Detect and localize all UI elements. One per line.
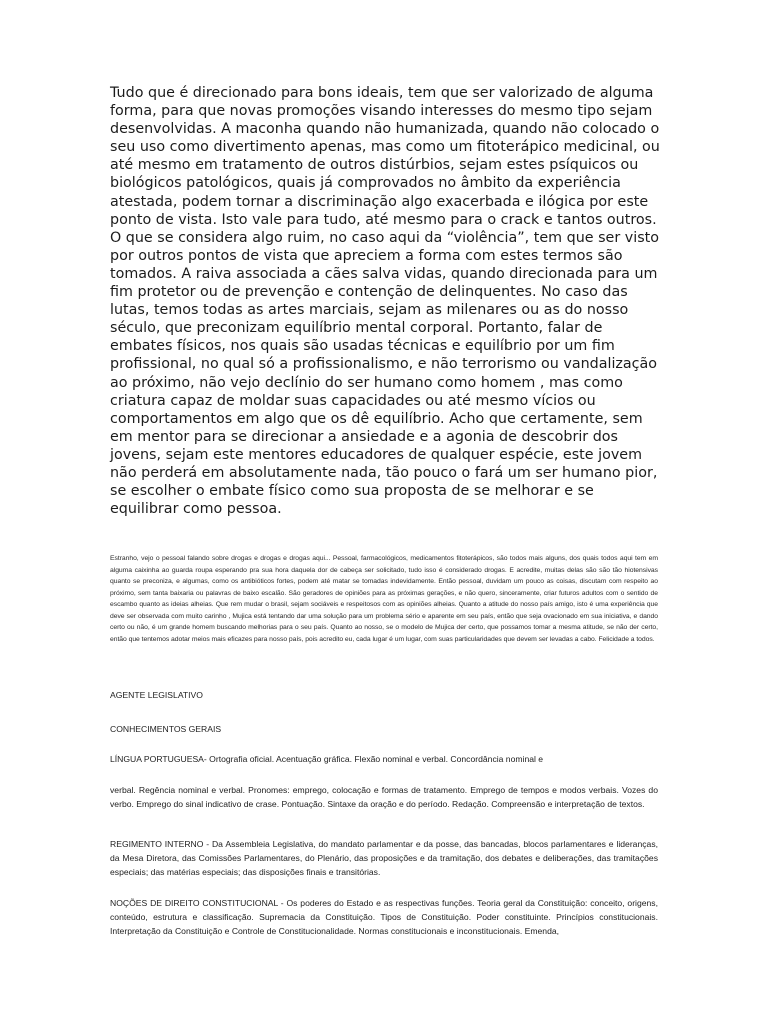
lingua-portuguesa-continuation: verbal. Regência nominal e verbal. Pronomes: emprego, colocação e formas de tratamento. Emprego de tempos e modos verbais. Vozes do verbo. Emprego do sinal indicativo de crase. Pontuação. Sintaxe da oração e do período. Redação. Compreensão e interpretação de textos.: [110, 785, 658, 809]
heading-agente-legislativo: AGENTE LEGISLATIVO: [110, 690, 203, 700]
regimento-interno-paragraph: REGIMENTO INTERNO - Da Assembleia Legislativa, do mandato parlamentar e da posse, das bancadas, blocos parlamentares e lideranças, da Mesa Diretora, das Comissões Parlamentares, do Plenário, das proposições e da tramitação, dos debates e deliberações, das tramitações especiais; das matérias especiais; das disposições finais e transitórias.: [110, 839, 658, 877]
heading-conhecimentos-gerais: CONHECIMENTOS GERAIS: [110, 724, 222, 734]
comment-paragraph: Estranho, vejo o pessoal falando sobre drogas e drogas e drogas aqui... Pessoal, farmacológicos, medicamentos fitoterápicos, são todos mais alguns, dos quais todos aqui tem em alguma caixinha ao guarda roupa esperando pra sua hora daquela dor de cabeça ser solicitado, tudo isso é considerado drogas. E acredite, muitas delas são são tão hiotensivas quanto se preconiza, e algumas, como os antibióticos fortes, podem até matar se tomadas indevidamente. Então pessoal, duvidam um pouco as coisas, discutam com respeito ao próximo, sem tanta baixaria ou palavras de baixo escalão. São geradores de opiniões para as próximas gerações, e não quero, sinceramente, criar futuros adultos com o sentido de escambo quanto as ideias alheias. Que rem mudar o brasil, sejam sociáveis e respeitosos com as opiniões alheias. Quanto a atitude do nosso país amigo, isto é uma experiência que deve ser observada com muito carinho , Mujica está tentando dar uma solução para um problema sério e aparente em seu país, então que seja ovacionado em sua iniciativa, e dando certo ou não, é um grande homem buscando melhorias para o seu país. Quanto ao nosso, se o modelo de Mujica der certo, que possamos tomar a mesma atitude, se não der certo, então que tentemos adotar meios mais eficazes para nosso país, pois acredito eu, cada lugar é um lugar, com suas particularidades que devem ser levadas a cabo. Felicidade a todos.: [110, 555, 658, 643]
nocoes-direito-constitucional-paragraph: NOÇÕES DE DIREITO CONSTITUCIONAL - Os poderes do Estado e as respectivas funções. Teoria geral da Constituição: conceito, origens, conteúdo, estrutura e classificação. Supremacia da Constituição. Tipos de Constituição. Poder constituinte. Princípios constitucionais. Interpretação da Constituição e Controle de Constitucionalidade. Normas constitucionais e inconstitucionais. Emenda,: [110, 898, 658, 936]
lingua-portuguesa-line1: LÍNGUA PORTUGUESA- Ortografia oficial. Acentuação gráfica. Flexão nominal e verbal. Concordância nominal e: [110, 754, 544, 764]
essay-paragraph: Tudo que é direcionado para bons ideais, tem que ser valorizado de alguma forma, para que novas promoções visando interesses do mesmo tipo sejam desenvolvidas. A maconha quando não humanizada, quando não colocado o seu uso como divertimento apenas, mas como um fitoterápico medicinal, ou até mesmo em tratamento de outros distúrbios, sejam estes psíquicos ou biológicos patológicos, quais já comprovados no âmbito da experiência atestada, podem tornar a discriminação algo exacerbada e ilógica por este ponto de vista. Isto vale para tudo, até mesmo para o crack e tantos outros. O que se considera algo ruim, no caso aqui da “violência”, tem que ser visto por outros pontos de vista que apreciem a forma com estes termos são tomados. A raiva associada a cães salva vidas, quando direcionada para um fim protetor ou de prevenção e contenção de delinquentes. No caso das lutas, temos todas as artes marciais, sejam as milenares ou as do nosso século, que preconizam equilíbrio mental corporal. Portanto, falar de embates físicos, nos quais são usadas técnicas e equilíbrio por um fim profissional, no qual só a profissionalismo, e não terrorismo ou vandalização ao próximo, não vejo declínio do ser humano como homem , mas como criatura capaz de moldar suas capacidades ou até mesmo vícios ou comportamentos em algo que os dê equilíbrio. Acho que certamente, sem em mentor para se direcionar a ansiedade e a agonia de descobrir dos jovens, sejam este mentores educadores de qualquer espécie, este jovem não perderá em absolutamente nada, tão pouco o fará um ser humano pior, se escolher o embate físico como sua proposta de se melhorar e se equilibrar como pessoa.: [110, 85, 660, 518]
